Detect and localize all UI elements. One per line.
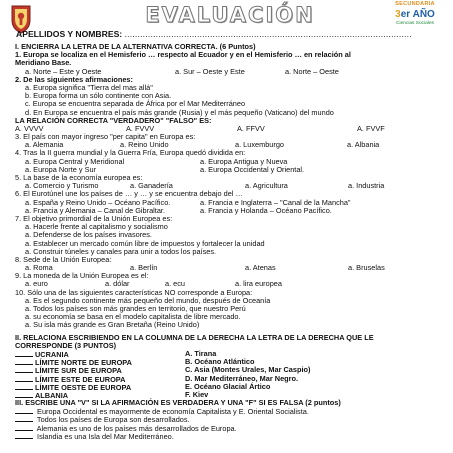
question-4: 4. Tras la II guerra mundial y la Guerra Fría, Europa quedó dividida en: bbox=[15, 148, 246, 158]
section-1-heading: I. ENCIERRA LA LETRA DE LA ALTERNATIVA CORRECTA. (6 Puntos) bbox=[15, 42, 256, 51]
option[interactable]: a. Francia y Holanda – Océano Pacífico. bbox=[200, 205, 332, 215]
answer-blank[interactable] bbox=[15, 375, 33, 382]
match-right: D. Mar Mediterráneo, Mar Negro. bbox=[185, 373, 299, 383]
option[interactable]: a. Europa Antigua y Nueva bbox=[200, 156, 288, 166]
option[interactable]: a. lira europea bbox=[235, 279, 282, 289]
match-left: LÍMITE SUR DE EUROPA bbox=[35, 366, 122, 376]
option[interactable]: a. Agricultura bbox=[245, 181, 288, 191]
grade-badge bbox=[386, 2, 444, 32]
option[interactable]: a. Reino Unido bbox=[120, 140, 169, 150]
page-title: EVALUACIÓN bbox=[145, 3, 315, 27]
true-false-item bbox=[15, 415, 445, 423]
option[interactable]: a. Sur – Oeste y Este bbox=[175, 66, 245, 76]
option[interactable]: A. FVVV bbox=[126, 123, 155, 133]
option[interactable]: a. Berlín bbox=[130, 263, 158, 273]
option[interactable]: a. Norte – Oeste bbox=[285, 66, 339, 76]
question-1-line-1: 1. Europa se localiza en el Hemisferio … respecto al Ecuador y en el Hemisferio … en relación al bbox=[15, 50, 351, 60]
option[interactable]: a. ecu bbox=[165, 279, 186, 289]
option[interactable]: a. su economía se basa en el modelo capitalista de libre mercado. bbox=[25, 312, 241, 322]
question-8: 8. Sede de la Unión Europea: bbox=[15, 254, 112, 264]
question-6: 6. El Eurotúnel une los países de … y … y se encuentra debajo del … bbox=[15, 189, 243, 199]
student-name-field[interactable] bbox=[16, 29, 446, 39]
option[interactable]: a. Europa Occidental y Oriental. bbox=[200, 164, 305, 174]
option[interactable]: a. Bruselas bbox=[348, 263, 385, 273]
badge-grade: 3er AÑO bbox=[395, 8, 435, 20]
answer-blank[interactable] bbox=[15, 415, 33, 422]
option[interactable]: a. Todos los países son más grandes en territorio, que nuestro Perú bbox=[25, 304, 246, 313]
statement: Europa Occidental es mayormente de economía Capitalista y E. Oriental Socialista. bbox=[37, 407, 309, 417]
match-right: F. Kiev bbox=[185, 389, 209, 399]
exam-header bbox=[0, 0, 453, 42]
option[interactable]: a. Es el segundo continente más pequeño del mundo, después de Oceanía bbox=[25, 295, 271, 305]
option[interactable]: a. Albania bbox=[347, 140, 380, 150]
option[interactable]: a. Ganadería bbox=[130, 181, 173, 191]
answer-blank[interactable] bbox=[15, 407, 33, 414]
match-right: E. Océano Glacial Ártico bbox=[185, 381, 271, 391]
true-false-item bbox=[15, 432, 445, 440]
question-2-item: b. Europa forma un sólo continente con Asia. bbox=[25, 91, 172, 101]
option[interactable]: a. Industria bbox=[348, 181, 385, 191]
answer-blank[interactable] bbox=[15, 432, 33, 439]
question-2-item: d. En Europa se encuentra el país más grande (Rusia) y el más pequeño (Vaticano) del mundo bbox=[25, 107, 334, 117]
true-false-item bbox=[15, 407, 445, 415]
option[interactable]: a. Defenderse de los países invasores. bbox=[25, 230, 152, 240]
statement: Todos los países de Europa son desarrollados. bbox=[36, 415, 190, 425]
option[interactable]: a. Construir túneles y canales para unir a todos los países. bbox=[25, 246, 217, 256]
match-left: UCRANIA bbox=[35, 349, 69, 359]
answer-blank[interactable] bbox=[15, 424, 33, 431]
option[interactable]: a. Europa Norte y Sur bbox=[25, 164, 97, 174]
option[interactable]: a. Norte – Este y Oeste bbox=[25, 66, 102, 76]
option[interactable]: a. Establecer un mercado común libre de impuestos y fortalecer la unidad bbox=[25, 238, 265, 248]
match-right: C. Asia (Montes Urales, Mar Caspio) bbox=[185, 365, 311, 375]
option[interactable]: a. Francia y Alemania – Canal de Gibraltar. bbox=[25, 205, 166, 215]
names-label: APELLIDOS Y NOMBRES: bbox=[16, 29, 123, 39]
statement: Alemania es uno de los países más desarrollados de Europa. bbox=[36, 423, 237, 433]
option[interactable]: a. Europa Central y Meridional bbox=[25, 156, 125, 166]
badge-subject: Ciencias Sociales bbox=[396, 20, 434, 26]
match-right: B. Océano Atlántico bbox=[185, 357, 255, 367]
option[interactable]: a. Hacerle frente al capitalismo y socialismo bbox=[25, 222, 168, 232]
match-left: LÍMITE NORTE DE EUROPA bbox=[35, 358, 132, 368]
option[interactable]: a. Roma bbox=[25, 263, 53, 273]
question-7: 7. El objetivo primordial de la Unión Europea es: bbox=[15, 213, 173, 223]
question-1-line-2: Meridiano Base. bbox=[15, 58, 72, 68]
statement: Islandia es una Isla del Mar Mediterráneo. bbox=[37, 431, 174, 441]
option[interactable]: A. FFVV bbox=[237, 123, 265, 133]
question-10: 10. Sólo una de las siguientes características NO corresponde a Europa: bbox=[15, 287, 253, 297]
match-left: ALBANIA bbox=[35, 390, 69, 400]
names-dots: ............................................................................................................... bbox=[124, 29, 412, 39]
answer-blank[interactable] bbox=[15, 383, 33, 390]
question-2-label: LA RELACIÓN CORRECTA "VERDADERO" "FALSO" ES: bbox=[15, 115, 212, 125]
option[interactable]: a. España y Reino Unido – Océano Pacífico. bbox=[25, 197, 171, 207]
match-row bbox=[15, 383, 445, 391]
answer-blank[interactable] bbox=[15, 350, 33, 357]
section-3-heading: III. ESCRIBE UNA "V" SI LA AFIRMACIÓN ES VERDADERA Y UNA "F" SI ES FALSA (2 puntos) bbox=[15, 398, 341, 408]
question-5: 5. La base de la economía europea es: bbox=[15, 173, 143, 182]
match-left: LÍMITE OESTE DE EUROPA bbox=[35, 382, 132, 392]
answer-blank[interactable] bbox=[15, 358, 33, 365]
section-2-heading-line-2: CORRESPONDE (3 PUNTOS) bbox=[15, 340, 117, 350]
question-2-item: c. Europa se encuentra separada de África por el Mar Mediterráneo bbox=[25, 99, 246, 109]
answer-blank[interactable] bbox=[15, 366, 33, 373]
section-2-heading-line-1: II. RELACIONA ESCRIBIENDO EN LA COLUMNA DE LA DERECHA LA LETRA DE LA DERECHA QUE LE bbox=[15, 332, 374, 342]
option[interactable]: a. Comercio y Turismo bbox=[25, 181, 99, 191]
exam-content bbox=[15, 43, 445, 440]
option[interactable]: A. VVVV bbox=[15, 123, 44, 133]
option[interactable]: a. euro bbox=[25, 279, 48, 289]
true-false-item bbox=[15, 424, 445, 432]
option[interactable]: a. Atenas bbox=[245, 263, 276, 273]
question-9: 9. La moneda de la Unión Europea es el: bbox=[15, 271, 149, 281]
option[interactable]: a. Luxemburgo bbox=[235, 140, 284, 150]
option[interactable]: A. FVVF bbox=[357, 123, 385, 133]
option[interactable]: a. Alemania bbox=[25, 140, 64, 150]
option[interactable]: a. Su isla más grande es Gran Bretaña (Reino Unido) bbox=[25, 320, 200, 330]
question-2: 2. De las siguientes afirmaciones: bbox=[15, 74, 133, 84]
question-2-item: a. Europa significa "Tierra del mas allá" bbox=[25, 82, 153, 92]
match-right: A. Tirana bbox=[185, 348, 217, 358]
option[interactable]: a. Francia e Inglaterra – "Canal de la Mancha" bbox=[200, 197, 351, 207]
badge-level: SECUNDARIA bbox=[395, 1, 435, 7]
answer-blank[interactable] bbox=[15, 391, 33, 398]
question-3: 3. El país con mayor ingreso "per capita" en Europa es: bbox=[15, 132, 196, 142]
match-left: LÍMITE ESTE DE EUROPA bbox=[35, 374, 126, 384]
option[interactable]: a. dólar bbox=[105, 279, 130, 289]
